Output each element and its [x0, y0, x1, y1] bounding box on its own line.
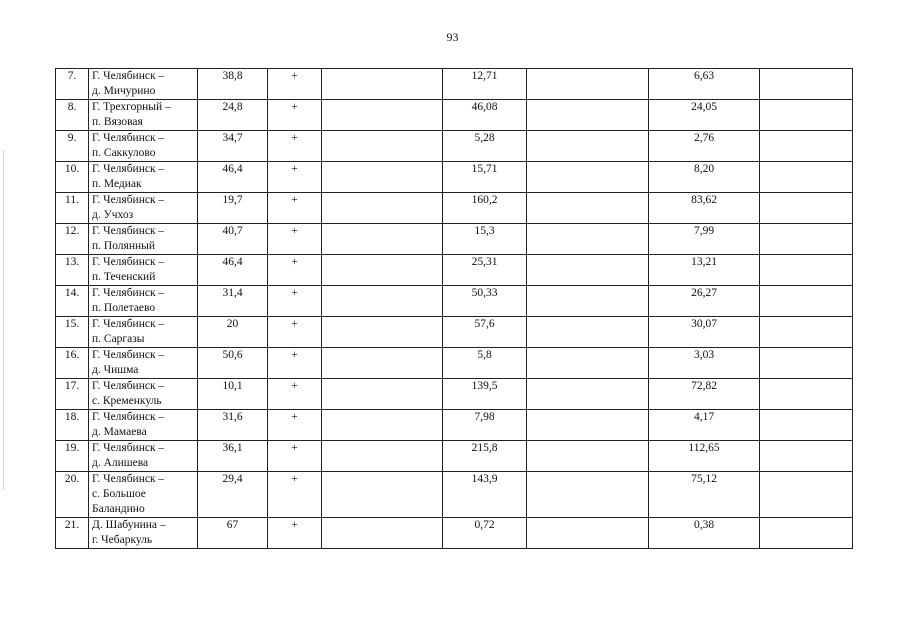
- route-line: Г. Челябинск –: [92, 225, 165, 237]
- row-number-cell: 10.: [56, 162, 89, 193]
- route-line: д. Чишма: [92, 364, 139, 376]
- value-cell-1: 7,98: [443, 410, 527, 441]
- route-cell: [89, 193, 198, 224]
- distance-cell: 34,7: [198, 131, 268, 162]
- distance-cell: 20: [198, 317, 268, 348]
- empty-cell: [760, 131, 853, 162]
- route-cell: [89, 348, 198, 379]
- value-cell-1: 50,33: [443, 286, 527, 317]
- value-cell-1: 5,28: [443, 131, 527, 162]
- empty-cell: [760, 193, 853, 224]
- empty-cell: [760, 286, 853, 317]
- value-cell-2: 4,17: [649, 410, 760, 441]
- row-number-cell: 8.: [56, 100, 89, 131]
- empty-cell: [322, 162, 443, 193]
- row-number-cell: 14.: [56, 286, 89, 317]
- empty-cell: [760, 472, 853, 518]
- empty-cell: [760, 224, 853, 255]
- route-line: с. Кременкуль: [92, 395, 162, 407]
- value-cell-2: 75,12: [649, 472, 760, 518]
- value-cell-2: 0,38: [649, 518, 760, 549]
- empty-cell: [322, 348, 443, 379]
- value-cell-2: 3,03: [649, 348, 760, 379]
- row-number-cell: 9.: [56, 131, 89, 162]
- value-cell-2: 7,99: [649, 224, 760, 255]
- empty-cell: [322, 193, 443, 224]
- value-cell-2: 26,27: [649, 286, 760, 317]
- route-line: Г. Челябинск –: [92, 380, 165, 392]
- route-cell: [89, 224, 198, 255]
- route-cell: [89, 410, 198, 441]
- route-cell: [89, 379, 198, 410]
- distance-cell: 31,4: [198, 286, 268, 317]
- distance-cell: 29,4: [198, 472, 268, 518]
- empty-cell: [760, 441, 853, 472]
- distance-cell: 31,6: [198, 410, 268, 441]
- mark-cell: +: [268, 472, 322, 518]
- empty-cell: [760, 317, 853, 348]
- row-number-cell: 12.: [56, 224, 89, 255]
- mark-cell: +: [268, 410, 322, 441]
- empty-cell: [322, 224, 443, 255]
- route-cell: [89, 162, 198, 193]
- route-line: Г. Трехгорный –: [92, 101, 171, 113]
- empty-cell: [527, 224, 649, 255]
- value-cell-1: 57,6: [443, 317, 527, 348]
- mark-cell: +: [268, 518, 322, 549]
- route-line: Г. Челябинск –: [92, 70, 165, 82]
- value-cell-2: 8,20: [649, 162, 760, 193]
- empty-cell: [760, 348, 853, 379]
- distance-cell: 24,8: [198, 100, 268, 131]
- table-row: [56, 255, 853, 286]
- mark-cell: +: [268, 193, 322, 224]
- table-row: [56, 224, 853, 255]
- row-number-cell: 19.: [56, 441, 89, 472]
- value-cell-1: 160,2: [443, 193, 527, 224]
- value-cell-1: 15,3: [443, 224, 527, 255]
- empty-cell: [322, 472, 443, 518]
- route-line: Баландино: [92, 503, 145, 515]
- distance-cell: 46,4: [198, 255, 268, 286]
- empty-cell: [760, 100, 853, 131]
- route-line: Г. Челябинск –: [92, 411, 165, 423]
- table-row: [56, 286, 853, 317]
- scan-edge-mark: [3, 150, 4, 490]
- empty-cell: [322, 317, 443, 348]
- route-line: Г. Челябинск –: [92, 473, 165, 485]
- mark-cell: +: [268, 379, 322, 410]
- route-line: Г. Челябинск –: [92, 256, 165, 268]
- row-number-cell: 16.: [56, 348, 89, 379]
- route-line: п. Полянный: [92, 240, 156, 252]
- empty-cell: [322, 518, 443, 549]
- route-cell: [89, 286, 198, 317]
- empty-cell: [527, 441, 649, 472]
- route-cell: [89, 69, 198, 100]
- route-line: п. Саккулово: [92, 147, 156, 159]
- mark-cell: +: [268, 224, 322, 255]
- value-cell-2: 13,21: [649, 255, 760, 286]
- empty-cell: [527, 379, 649, 410]
- empty-cell: [322, 379, 443, 410]
- route-line: д. Мамаева: [92, 426, 147, 438]
- empty-cell: [760, 379, 853, 410]
- route-cell: [89, 472, 198, 518]
- table-row: [56, 317, 853, 348]
- row-number-cell: 7.: [56, 69, 89, 100]
- route-line: п. Теченский: [92, 271, 156, 283]
- table-body: [56, 69, 853, 549]
- mark-cell: +: [268, 69, 322, 100]
- empty-cell: [322, 69, 443, 100]
- table-row: [56, 131, 853, 162]
- mark-cell: +: [268, 100, 322, 131]
- table-row: [56, 193, 853, 224]
- empty-cell: [322, 255, 443, 286]
- route-line: д. Алишева: [92, 457, 149, 469]
- route-line: Г. Челябинск –: [92, 132, 165, 144]
- value-cell-1: 143,9: [443, 472, 527, 518]
- value-cell-1: 5,8: [443, 348, 527, 379]
- empty-cell: [527, 348, 649, 379]
- value-cell-1: 46,08: [443, 100, 527, 131]
- route-line: Г. Челябинск –: [92, 194, 165, 206]
- value-cell-2: 72,82: [649, 379, 760, 410]
- table-row: [56, 410, 853, 441]
- routes-table: [55, 68, 853, 549]
- route-cell: [89, 317, 198, 348]
- value-cell-2: 6,63: [649, 69, 760, 100]
- distance-cell: 46,4: [198, 162, 268, 193]
- distance-cell: 36,1: [198, 441, 268, 472]
- mark-cell: +: [268, 255, 322, 286]
- table-row: [56, 69, 853, 100]
- value-cell-2: 112,65: [649, 441, 760, 472]
- empty-cell: [527, 131, 649, 162]
- route-cell: [89, 441, 198, 472]
- route-line: Г. Челябинск –: [92, 349, 165, 361]
- route-line: Г. Челябинск –: [92, 287, 165, 299]
- table-row: [56, 348, 853, 379]
- route-line: п. Медиак: [92, 178, 142, 190]
- table-row: [56, 100, 853, 131]
- empty-cell: [527, 317, 649, 348]
- empty-cell: [322, 286, 443, 317]
- mark-cell: +: [268, 348, 322, 379]
- row-number-cell: 21.: [56, 518, 89, 549]
- empty-cell: [760, 410, 853, 441]
- distance-cell: 40,7: [198, 224, 268, 255]
- empty-cell: [527, 410, 649, 441]
- table-row: [56, 162, 853, 193]
- table-row: [56, 472, 853, 518]
- mark-cell: +: [268, 131, 322, 162]
- route-line: д. Учхоз: [92, 209, 134, 221]
- route-line: г. Чебаркуль: [92, 534, 153, 546]
- row-number-cell: 15.: [56, 317, 89, 348]
- empty-cell: [527, 100, 649, 131]
- mark-cell: +: [268, 162, 322, 193]
- row-number-cell: 11.: [56, 193, 89, 224]
- page-number: 93: [446, 30, 459, 44]
- empty-cell: [527, 162, 649, 193]
- empty-cell: [527, 255, 649, 286]
- empty-cell: [322, 100, 443, 131]
- mark-cell: +: [268, 441, 322, 472]
- value-cell-2: 24,05: [649, 100, 760, 131]
- table-row: [56, 518, 853, 549]
- empty-cell: [760, 69, 853, 100]
- value-cell-1: 139,5: [443, 379, 527, 410]
- value-cell-1: 15,71: [443, 162, 527, 193]
- value-cell-2: 2,76: [649, 131, 760, 162]
- route-cell: [89, 255, 198, 286]
- empty-cell: [322, 441, 443, 472]
- distance-cell: 50,6: [198, 348, 268, 379]
- distance-cell: 67: [198, 518, 268, 549]
- empty-cell: [760, 518, 853, 549]
- empty-cell: [527, 286, 649, 317]
- mark-cell: +: [268, 286, 322, 317]
- empty-cell: [322, 410, 443, 441]
- route-line: п. Полетаево: [92, 302, 156, 314]
- value-cell-1: 215,8: [443, 441, 527, 472]
- route-line: Г. Челябинск –: [92, 442, 165, 454]
- route-line: д. Мичурино: [92, 85, 156, 97]
- distance-cell: 10,1: [198, 379, 268, 410]
- empty-cell: [527, 69, 649, 100]
- route-cell: [89, 131, 198, 162]
- distance-cell: 19,7: [198, 193, 268, 224]
- route-line: п. Саргазы: [92, 333, 145, 345]
- route-line: Г. Челябинск –: [92, 318, 165, 330]
- route-cell: [89, 518, 198, 549]
- route-line: п. Вязовая: [92, 116, 143, 128]
- route-cell: [89, 100, 198, 131]
- row-number-cell: 13.: [56, 255, 89, 286]
- table-row: [56, 379, 853, 410]
- empty-cell: [760, 255, 853, 286]
- empty-cell: [527, 193, 649, 224]
- value-cell-1: 25,31: [443, 255, 527, 286]
- value-cell-1: 12,71: [443, 69, 527, 100]
- empty-cell: [527, 472, 649, 518]
- value-cell-2: 30,07: [649, 317, 760, 348]
- route-line: Г. Челябинск –: [92, 163, 165, 175]
- empty-cell: [760, 162, 853, 193]
- route-line: с. Большое: [92, 488, 146, 500]
- empty-cell: [527, 518, 649, 549]
- table-row: [56, 441, 853, 472]
- mark-cell: +: [268, 317, 322, 348]
- row-number-cell: 18.: [56, 410, 89, 441]
- row-number-cell: 17.: [56, 379, 89, 410]
- value-cell-2: 83,62: [649, 193, 760, 224]
- row-number-cell: 20.: [56, 472, 89, 518]
- distance-cell: 38,8: [198, 69, 268, 100]
- value-cell-1: 0,72: [443, 518, 527, 549]
- empty-cell: [322, 131, 443, 162]
- route-line: Д. Шабунина –: [92, 519, 166, 531]
